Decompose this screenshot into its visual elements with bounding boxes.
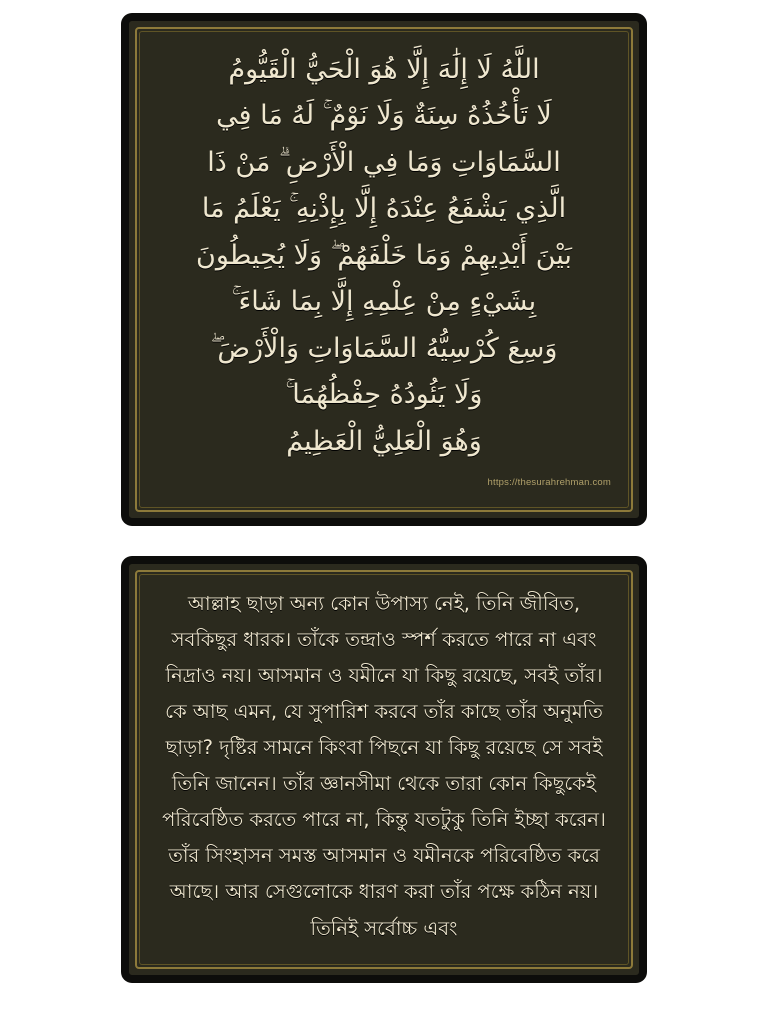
arabic-verse-text (151, 47, 617, 465)
arabic-line: بِشَيْءٍ مِنْ عِلْمِهِ إِلَّا بِمَا شَاءَ ۚ (231, 286, 537, 318)
bengali-translation-card (122, 557, 646, 982)
arabic-line: وَلَا يَئُودُهُ حِفْظُهُمَا ۚ (285, 379, 483, 411)
arabic-line: لَا تَأْخُذُهُ سِنَةٌ وَلَا نَوْمٌ ۚ لَهُ مَا فِي (216, 100, 552, 132)
watermark-url[interactable]: https://thesurahrehman.com (487, 476, 611, 488)
arabic-line: اللَّهُ لَا إِلَٰهَ إِلَّا هُوَ الْحَيُّ الْقَيُّومُ (228, 54, 540, 85)
arabic-verse-card (122, 14, 646, 525)
bengali-translation-text: আল্লাহ ছাড়া অন্য কোন উপাস্য নেই, তিনি জীবিত, সবকিছুর ধারক। তাঁকে তন্দ্রাও স্পর্শ করতে পারে না এবং নিদ্রাও নয়। আসমান ও যমীনে যা কিছু রয়েছে, সবই তাঁর। কে আছ এমন, যে সুপারিশ করবে তাঁর কাছে তাঁর অনুমতি ছাড়া? দৃষ্টির সামনে কিংবা পিছনে যা কিছু রয়েছে সে সবই তিনি জানেন। তাঁর জ্ঞানসীমা থেকে তারা কোন কিছুকেই পরিবেষ্ঠিত করতে পারে না, কিন্তু যতটুকু তিনি ইচ্ছা করেন। তাঁর সিংহাসন সমস্ত আসমান ও যমীনকে পরিবেষ্ঠিত করে আছে। আর সেগুলোকে ধারণ করা তাঁর পক্ষে কঠিন নয়। তিনিই সর্বোচ্চ এবং (162, 591, 606, 940)
arabic-line: وَسِعَ كُرْسِيُّهُ السَّمَاوَاتِ وَالْأَرْضَ ۖ (210, 332, 558, 364)
arabic-line: السَّمَاوَاتِ وَمَا فِي الْأَرْضِ ۗ مَنْ ذَا (207, 146, 561, 178)
arabic-line: بَيْنَ أَيْدِيهِمْ وَمَا خَلْفَهُمْ ۖ وَلَا يُحِيطُونَ (196, 239, 572, 271)
arabic-line: الَّذِي يَشْفَعُ عِنْدَهُ إِلَّا بِإِذْنِهِ ۚ يَعْلَمُ مَا (201, 193, 567, 225)
arabic-line: وَهُوَ الْعَلِيُّ الْعَظِيمُ (286, 425, 482, 457)
